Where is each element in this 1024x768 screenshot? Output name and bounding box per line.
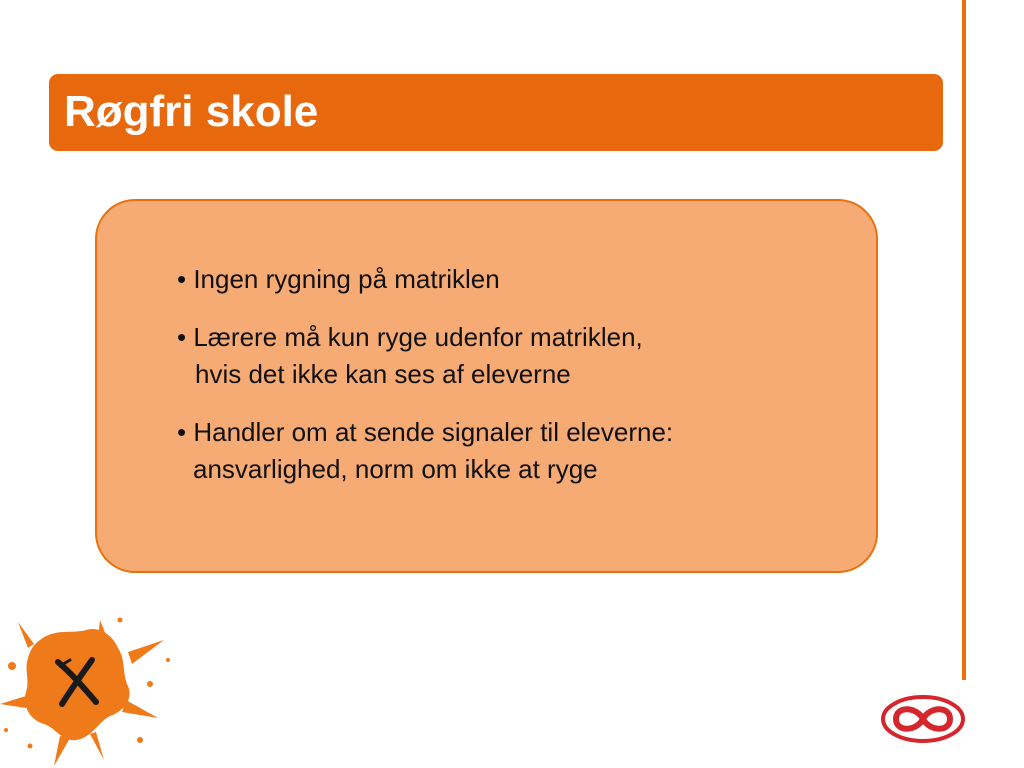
double-loop-logo-icon [878,692,968,746]
bullet-text-continuation: hvis det ikke kan ses af eleverne [195,359,571,389]
bullet-text: • Lærere må kun ryge udenfor matriklen, [177,322,643,352]
bullet-text: • Handler om at sende signaler til eleverne: [177,417,674,447]
content-box [95,199,878,573]
bullet-item [177,261,857,298]
bullet-list [177,261,857,509]
paint-splash-icon [0,600,180,768]
bullet-text: • Ingen rygning på matriklen [177,264,500,294]
slide-title: Røgfri skole [64,87,319,136]
title-bar [49,74,943,151]
bullet-text-continuation: ansvarlighed, norm om ikke at ryge [193,454,598,484]
bullet-item [177,319,857,393]
bullet-item [177,414,857,488]
right-vertical-rule [962,0,966,680]
